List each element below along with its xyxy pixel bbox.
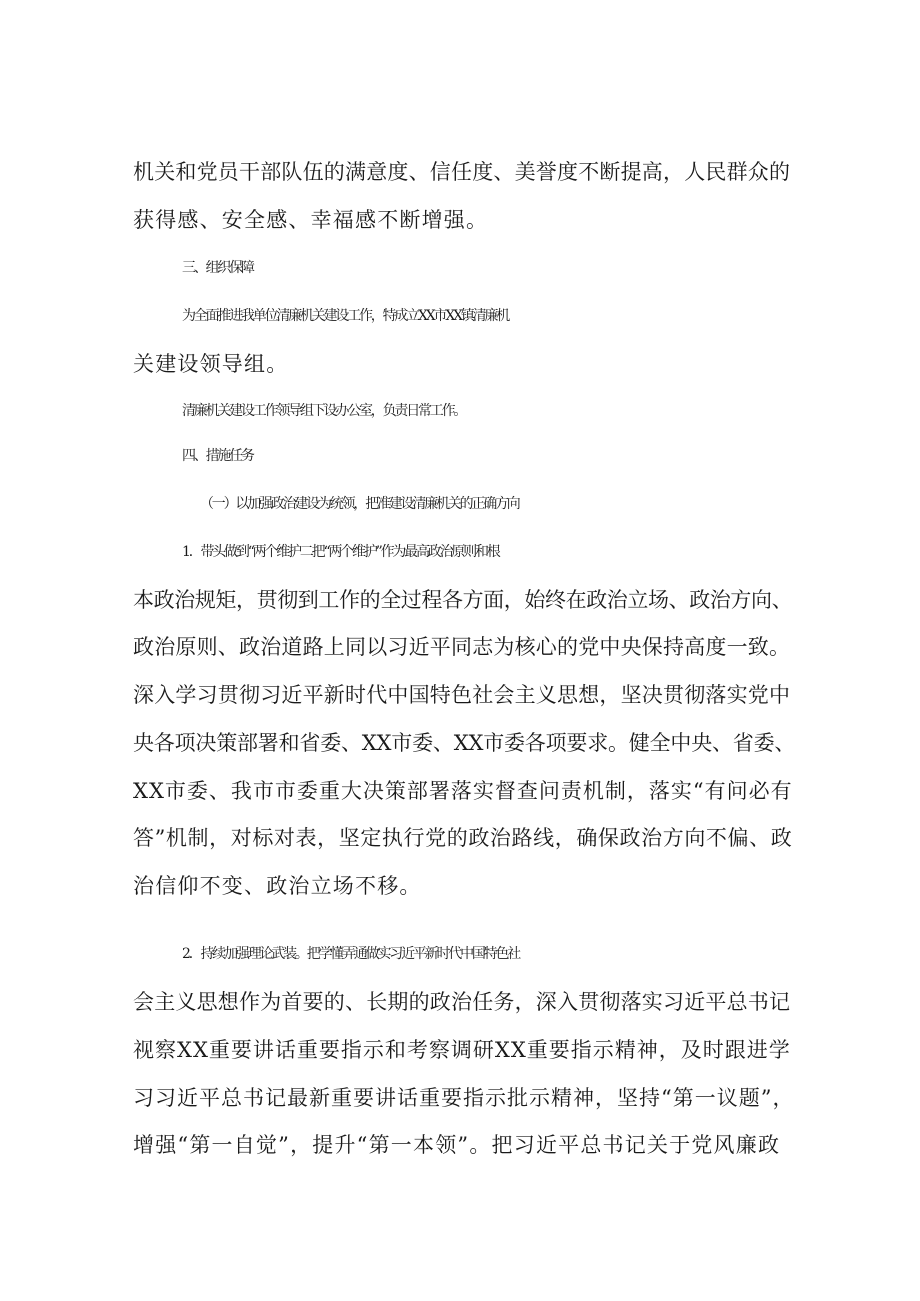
paragraph-line: 1．带头做到“两个维护二把“两个维护”作为最高政治原则和根 [182, 544, 499, 560]
paragraph-line: 机关和党员干部队伍的满意度、信任度、美誉度不断提高，人民群众的 [133, 160, 791, 184]
section-heading: 四、措施任务 [182, 448, 253, 464]
paragraph-line: XX市委、我市市委重大决策部署落实督查问责机制，落实“有问必有 [133, 779, 793, 803]
paragraph-line: 关建设领导组。 [133, 352, 289, 376]
paragraph-line: 获得感、安全感、幸福感不断增强。 [133, 208, 489, 232]
subsection-heading: （一）以加强政治建设为统领，把准建设清廉机关的正确方向 [200, 496, 519, 512]
paragraph-line: 深入学习贯彻习近平新时代中国特色社会主义思想，坚决贯彻落实党中 [133, 683, 791, 707]
paragraph-line: 本政治规矩，贯彻到工作的全过程各方面，始终在政治立场、政治方向、 [133, 588, 793, 612]
paragraph-line: 为全面推进我单位清廉机关建设工作，特成立XX市XX镇清廉机 [182, 308, 509, 324]
paragraph-line: 习习近平总书记最新重要讲话重要指示批示精神，坚持“第一议题”， [133, 1086, 795, 1110]
paragraph-line: 治信仰不变、政治立场不移。 [133, 874, 422, 898]
paragraph-line: 政治原则、政治道路上同以习近平同志为核心的党中央保持高度一致。 [133, 635, 791, 659]
paragraph-line: 会主义思想作为首要的、长期的政治任务，深入贯彻落实习近平总书记 [133, 990, 791, 1014]
paragraph-line: 答”机制，对标对表，坚定执行党的政治路线，确保政治方向不偏、政 [133, 826, 793, 850]
paragraph-line: 清廉机关建设工作领导组下设办公室，负责日常工作。 [182, 403, 466, 419]
paragraph-line: 央各项决策部署和省委、XX市委、XX市委各项要求。健全中央、省委、 [133, 731, 796, 755]
paragraph-line: 2．持续加强理论武装。把学懂弄通做实习近平新时代中国特色社 [182, 946, 520, 962]
paragraph-line: 视察XX重要讲话重要指示和考察调研XX重要指示精神，及时跟进学 [133, 1038, 791, 1062]
paragraph-line: 增强“第一自觉”，提升“第一本领”。把习近平总书记关于党风廉政 [133, 1133, 781, 1157]
section-heading: 三、组织保障 [182, 260, 253, 276]
